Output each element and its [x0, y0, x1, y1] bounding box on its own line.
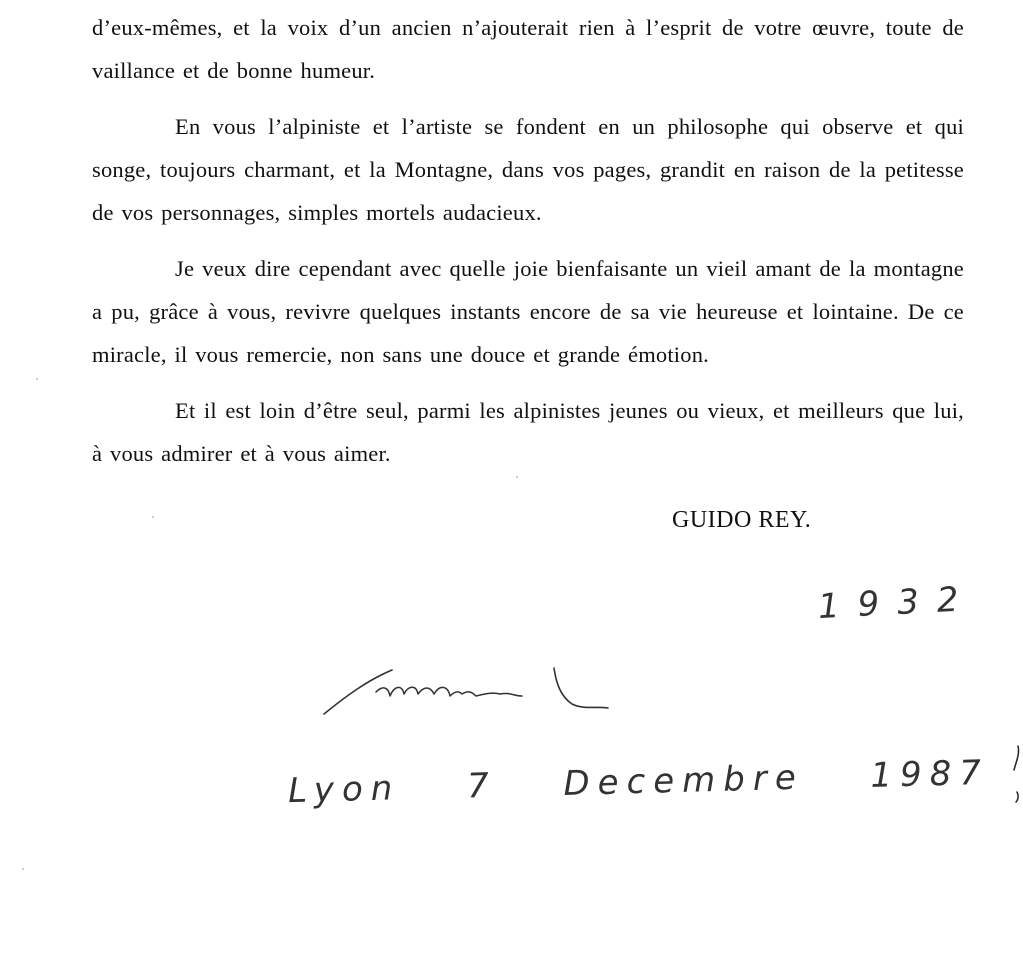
paper-speck — [22, 868, 24, 870]
letter-body — [92, 6, 964, 475]
paragraph-alpiniste: En vous l’alpiniste et l’artiste se fondent en un philosophe qui observe et qui songe, toujours charmant, et la Montagne, dans vos pages, grandit en raison de la petitesse de vos personnages, simples mortels audacieux. — [92, 114, 964, 225]
handwritten-year: 1932 — [817, 578, 978, 628]
author-signature: GUIDO REY. — [672, 507, 812, 533]
paragraph-joie: Je veux dire cependant avec quelle joie bienfaisante un vieil amant de la montagne a pu, grâce à vous, revivre quelques instants encore de sa vie heureuse et lointaine. De ce miracle, il vous remercie, non sans une douce et grande émotion. — [92, 256, 964, 367]
handwritten-signature-scribble — [316, 656, 616, 726]
margin-mark — [1004, 740, 1023, 820]
paper-speck — [152, 516, 154, 518]
handwritten-place-date: Lyon 7 Decembre 1987 — [287, 752, 990, 812]
paragraph-admirer: Et il est loin d’être seul, parmi les alpinistes jeunes ou vieux, et meilleurs que lui, à vous admirer et à vous aimer. — [92, 398, 964, 466]
paper-speck — [516, 476, 518, 478]
paper-speck — [36, 378, 38, 380]
paragraph-continuation: d’eux-mêmes, et la voix d’un ancien n’ajouterait rien à l’esprit de votre œuvre, toute de vaillance et de bonne humeur. — [92, 15, 964, 83]
